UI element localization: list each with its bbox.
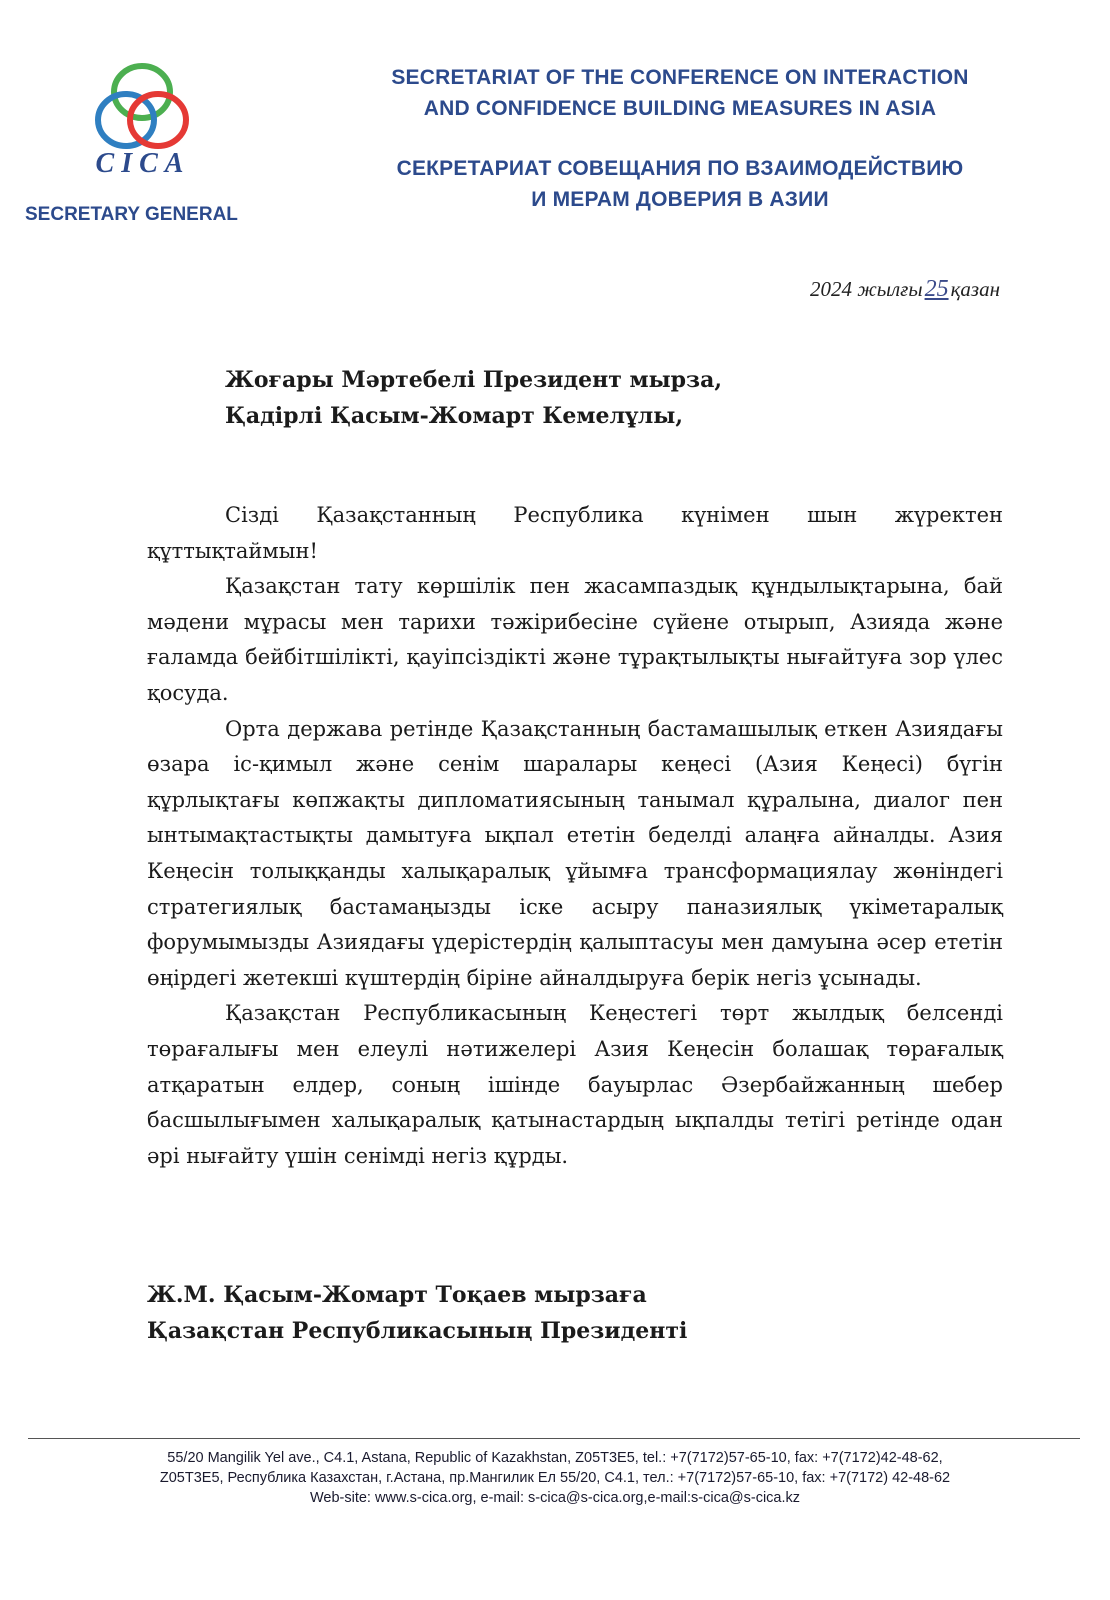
addressee-line-2: Қазақстан Республикасының Президенті bbox=[147, 1318, 688, 1344]
date-day-handwritten: 25 bbox=[924, 276, 949, 302]
salutation-line-1: Жоғары Мәртебелі Президент мырза, bbox=[225, 367, 722, 393]
addressee-line-1: Ж.М. Қасым-Жомарт Тоқаев мырзаға bbox=[147, 1282, 647, 1308]
date-year: 2024 жылғы bbox=[809, 277, 923, 301]
org-ru-line-2: И МЕРАМ ДОВЕРИЯ В АЗИИ bbox=[531, 188, 829, 211]
footer-web-email: Web-site: www.s-cica.org, e-mail: s-cica@s-cica.org,e-mail:s-cica@s-cica.kz bbox=[309, 1490, 801, 1506]
letter-date bbox=[810, 276, 1000, 303]
addressee-block bbox=[147, 1277, 687, 1349]
salutation-line-2: Қадірлі Қасым-Жомарт Кемелұлы, bbox=[225, 403, 684, 429]
secretary-general-title: SECRETARY GENERAL bbox=[25, 204, 238, 225]
body-paragraph: Қазақстан Республикасының Кеңестегі төрт жылдық белсенді төрағалығы мен елеулі нәтижелері Азия Кеңесін болашақ төрағалық атқаратын елдер, соның ішінде бауырлас Әзербайжанның шебер басшылығымен халықаралық қатынастардың ықпалды тетігі ретінде одан әрі нығайту үшін сенімді негіз құрды. bbox=[147, 1001, 1003, 1168]
footer-contacts bbox=[0, 1448, 1110, 1508]
cica-rings-logo-icon bbox=[92, 60, 192, 155]
org-en-line-2: AND CONFIDENCE BUILDING MEASURES IN ASIA bbox=[423, 97, 937, 120]
letter-body bbox=[147, 498, 1003, 1174]
body-paragraph: Қазақстан тату көршілік пен жасампаздық құндылықтарына, бай мәдени мұрасы мен тарихи тәжірибесіне сүйене отырып, Азияда және ғаламда бейбітшілікті, қауіпсіздікті және тұрақтылықты нығайтуға зор үлес қосуда. bbox=[147, 574, 1003, 705]
footer-address-en: 55/20 Mangilik Yel ave., C4.1, Astana, Republic of Kazakhstan, Z05T3E5, tel.: +7(7172)57-65-10, fax: +7(7172)42-48-62, bbox=[167, 1450, 943, 1466]
org-en-line-1: SECRETARIAT OF THE CONFERENCE ON INTERACTION bbox=[391, 66, 969, 89]
org-name-english bbox=[360, 62, 1000, 124]
org-name-russian bbox=[360, 153, 1000, 215]
date-month: қазан bbox=[950, 277, 1000, 301]
body-paragraph: Орта держава ретінде Қазақстанның бастамашылық еткен Азиядағы өзара іс-қимыл және сенім шаралары кеңесі (Азия Кеңесі) бүгін құрлықтағы көпжақты дипломатиясының танымал құралына, диалог пен ынтымақтастықты дамытуға ықпал ететін беделді алаңға айналды. Азия Кеңесін толыққанды халықаралық ұйымға трансформациялау жөніндегі стратегиялық бастамаңызды іске асыру паназиялық үкіметаралық форумымызды Азиядағы үдерістердің қалыптасуы мен дамуына әсер ететін өңірдегі жетекші күштердің біріне айналдыруға берік негіз ұсынады. bbox=[147, 716, 1003, 990]
org-ru-line-1: СЕКРЕТАРИАТ СОВЕЩАНИЯ ПО ВЗАИМОДЕЙСТВИЮ bbox=[396, 157, 964, 180]
salutation bbox=[225, 362, 722, 434]
footer-divider bbox=[28, 1438, 1080, 1439]
footer-address-ru: Z05T3E5, Республика Казахстан, г.Астана, пр.Мангилик Ел 55/20, C4.1, тел.: +7(7172)57-65-10, fax: +7(7172) 42-48-62 bbox=[159, 1470, 951, 1486]
logo-text: CICA bbox=[95, 148, 191, 179]
body-paragraph: Сізді Қазақстанның Республика күнімен шын жүректен құттықтаймын! bbox=[147, 503, 1003, 563]
